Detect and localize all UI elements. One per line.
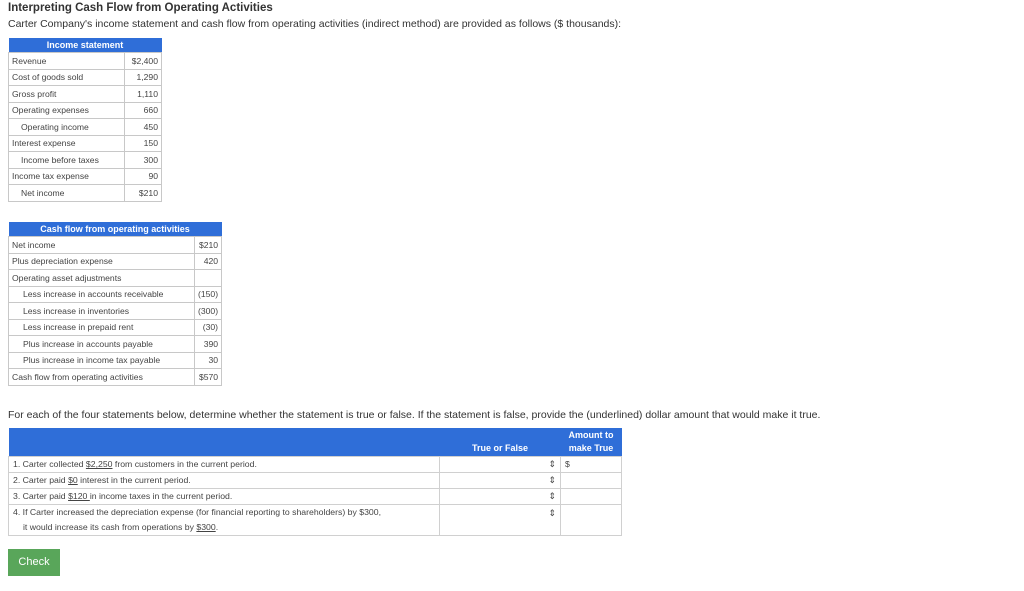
statement-text: 3. Carter paid $120 in income taxes in the current period. (9, 488, 440, 504)
statement-row (9, 488, 622, 504)
row-label: Gross profit (9, 86, 125, 103)
dollar-sign: $ (565, 459, 570, 469)
table-row (9, 69, 162, 86)
row-value: 1,110 (125, 86, 162, 103)
row-value: $210 (195, 237, 222, 254)
row-label: Less increase in inventories (9, 303, 195, 320)
income-statement-table (8, 38, 162, 202)
row-value: 300 (125, 152, 162, 169)
row-value: (300) (195, 303, 222, 320)
table-row (9, 369, 222, 386)
select-arrows-icon: ⇕ (548, 507, 556, 518)
true-false-column-header: True or False (440, 428, 561, 456)
page-title: Interpreting Cash Flow from Operating Activities (8, 2, 273, 14)
statement-text: it would increase its cash from operations by $300. (9, 520, 440, 536)
true-false-select[interactable] (440, 504, 561, 535)
row-value: 30 (195, 352, 222, 369)
true-false-select[interactable] (440, 472, 561, 488)
table-row (9, 102, 162, 119)
amount-input[interactable] (561, 504, 622, 535)
table-row (9, 303, 222, 320)
row-value: (30) (195, 319, 222, 336)
table-row (9, 237, 222, 254)
cash-flow-table (8, 222, 222, 386)
row-label: Income tax expense (9, 168, 125, 185)
row-label: Operating asset adjustments (9, 270, 195, 287)
amount-input[interactable] (561, 472, 622, 488)
table-row (9, 336, 222, 353)
row-label: Net income (9, 185, 125, 202)
cash-flow-heading: Cash flow from operating activities (9, 222, 222, 237)
amount-header-line2: make True (568, 442, 614, 453)
statement-row (9, 456, 622, 472)
true-false-select[interactable] (440, 488, 561, 504)
statement-column-header (9, 428, 440, 456)
underlined-amount: $2,250 (85, 459, 113, 469)
row-value: 660 (125, 102, 162, 119)
table-row (9, 352, 222, 369)
row-label: Plus increase in accounts payable (9, 336, 195, 353)
table-row (9, 152, 162, 169)
select-arrows-icon: ⇕ (548, 474, 556, 485)
statement-text: 4. If Carter increased the depreciation expense (for financial reporting to shareholders) by $300, (9, 504, 440, 520)
statement-text: 2. Carter paid $0 interest in the current period. (9, 472, 440, 488)
row-value: 420 (195, 253, 222, 270)
true-false-table (8, 428, 622, 536)
statement-row (9, 472, 622, 488)
underlined-amount: $300 (196, 522, 216, 532)
row-value: 1,290 (125, 69, 162, 86)
row-value: 150 (125, 135, 162, 152)
row-label: Interest expense (9, 135, 125, 152)
underlined-amount: $0 (68, 475, 78, 485)
row-value: $570 (195, 369, 222, 386)
table-row (9, 168, 162, 185)
amount-input[interactable] (561, 456, 622, 472)
true-false-select[interactable] (440, 456, 561, 472)
row-value: (150) (195, 286, 222, 303)
amount-column-header (561, 428, 622, 456)
row-label: Operating income (9, 119, 125, 136)
row-label: Operating expenses (9, 102, 125, 119)
select-arrows-icon: ⇕ (548, 458, 556, 469)
row-label: Cash flow from operating activities (9, 369, 195, 386)
table-row (9, 319, 222, 336)
row-label: Cost of goods sold (9, 69, 125, 86)
table-row (9, 135, 162, 152)
statement-text: 1. Carter collected $2,250 from customers in the current period. (9, 456, 440, 472)
page-subtitle: Carter Company's income statement and cash flow from operating activities (indirect method) are provided as follows ($ thousands): (8, 18, 622, 30)
table-row (9, 270, 222, 287)
income-statement-heading: Income statement (9, 38, 162, 53)
statement-row (9, 504, 622, 520)
instructions-text: For each of the four statements below, determine whether the statement is true or false. If the statement is false, provide the (underlined) dollar amount that would make it true. (8, 409, 821, 421)
row-value: $2,400 (125, 53, 162, 70)
row-value: 90 (125, 168, 162, 185)
row-label: Plus increase in income tax payable (9, 352, 195, 369)
row-value (195, 270, 222, 287)
amount-input[interactable] (561, 488, 622, 504)
row-label: Income before taxes (9, 152, 125, 169)
row-label: Net income (9, 237, 195, 254)
check-button[interactable]: Check (8, 549, 60, 576)
row-value: 390 (195, 336, 222, 353)
table-row (9, 185, 162, 202)
table-row (9, 286, 222, 303)
row-value: 450 (125, 119, 162, 136)
row-value: $210 (125, 185, 162, 202)
table-row (9, 119, 162, 136)
row-label: Less increase in accounts receivable (9, 286, 195, 303)
row-label: Plus depreciation expense (9, 253, 195, 270)
select-arrows-icon: ⇕ (548, 490, 556, 501)
row-label: Less increase in prepaid rent (9, 319, 195, 336)
underlined-amount: $120 (68, 491, 90, 501)
amount-header-line1: Amount to (568, 429, 614, 440)
table-row (9, 253, 222, 270)
table-row (9, 86, 162, 103)
row-label: Revenue (9, 53, 125, 70)
table-row (9, 53, 162, 70)
